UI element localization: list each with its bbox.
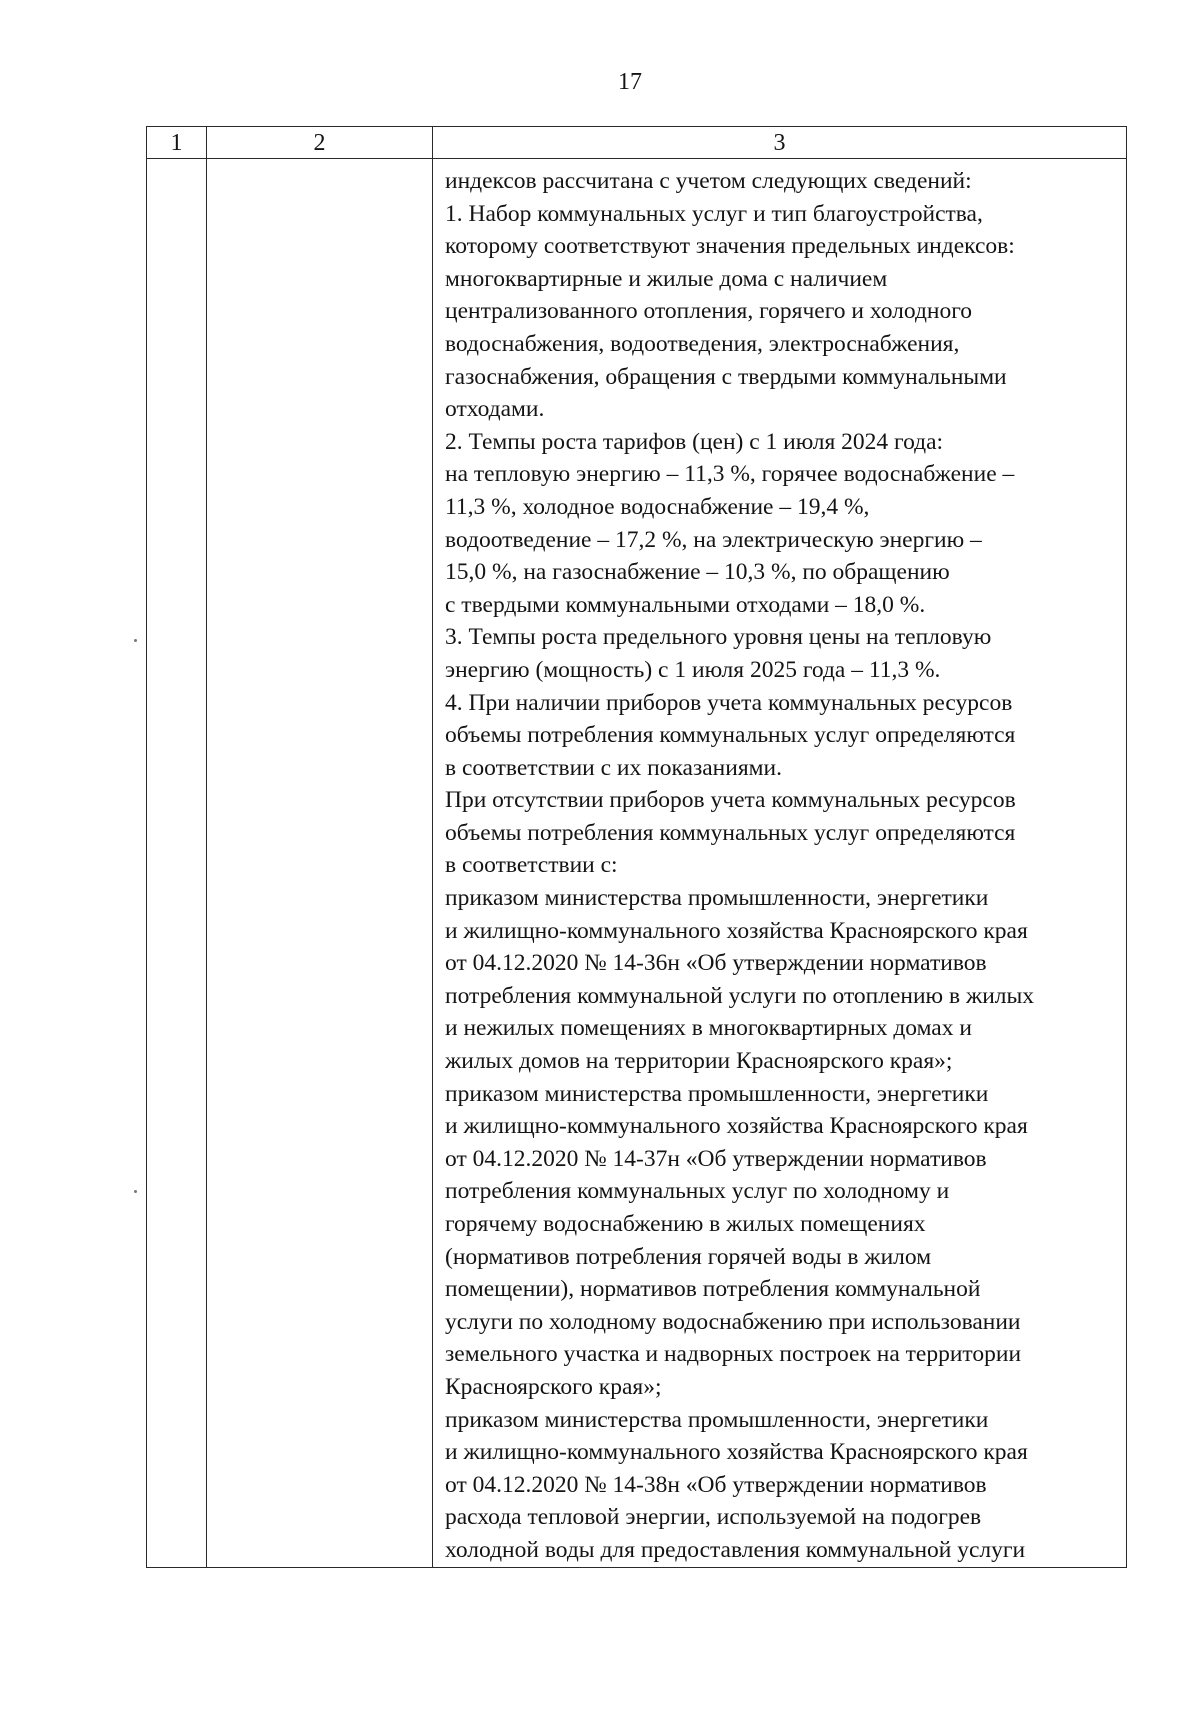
text-line: Красноярского края»; (445, 1373, 662, 1400)
text-line: в соответствии с их показаниями. (445, 754, 782, 781)
column-header-3: 3 (433, 127, 1127, 159)
text-line: жилых домов на территории Красноярского края»; (445, 1048, 953, 1075)
text-line: на тепловую энергию – 11,3 %, горячее водоснабжение – (445, 461, 1015, 488)
text-line: в соответствии с: (445, 852, 618, 879)
text-line: которому соответствуют значения предельных индексов: (445, 233, 1015, 260)
text-line: газоснабжения, обращения с твердыми коммунальными (445, 363, 1007, 390)
text-line: 11,3 %, холодное водоснабжение – 19,4 %, (445, 493, 870, 520)
text-line: и нежилых помещениях в многоквартирных домах и (445, 1015, 972, 1042)
text-line: с твердыми коммунальными отходами – 18,0 %. (445, 591, 926, 618)
text-line: объемы потребления коммунальных услуг определяются (445, 722, 1016, 749)
column-3-cell (433, 159, 1127, 1568)
text-line: от 04.12.2020 № 14-36н «Об утверждении нормативов (445, 950, 987, 977)
text-line: При отсутствии приборов учета коммунальных ресурсов (445, 787, 1016, 814)
text-line: и жилищно-коммунального хозяйства Красноярского края (445, 1113, 1028, 1140)
table-row (147, 159, 1127, 1568)
text-line: земельного участка и надворных построек на территории (445, 1341, 1022, 1368)
text-line: 15,0 %, на газоснабжение – 10,3 %, по обращению (445, 559, 950, 586)
text-line: потребления коммунальных услуг по холодному и (445, 1178, 950, 1205)
text-line: приказом министерства промышленности, энергетики (445, 1406, 989, 1433)
text-line: и жилищно-коммунального хозяйства Красноярского края (445, 1439, 1028, 1466)
text-line: отходами. (445, 396, 545, 423)
scan-mark (134, 639, 137, 642)
text-line: приказом министерства промышленности, энергетики (445, 1080, 989, 1107)
text-line: холодной воды для предоставления коммунальной услуги (445, 1536, 1026, 1563)
text-line: 3. Темпы роста предельного уровня цены на тепловую (445, 624, 992, 651)
column-1-cell (147, 159, 207, 1568)
column-header-2: 2 (207, 127, 433, 159)
page-number: 17 (618, 69, 642, 95)
text-line: и жилищно-коммунального хозяйства Красноярского края (445, 917, 1028, 944)
column-header-1: 1 (147, 127, 207, 159)
text-line: централизованного отопления, горячего и холодного (445, 298, 973, 325)
text-line: приказом министерства промышленности, энергетики (445, 885, 989, 912)
scan-mark (134, 1190, 137, 1193)
text-line: водоотведение – 17,2 %, на электрическую энергию – (445, 526, 982, 553)
text-line: объемы потребления коммунальных услуг определяются (445, 819, 1016, 846)
text-line: (нормативов потребления горячей воды в жилом (445, 1243, 932, 1270)
text-line: многоквартирные и жилые дома с наличием (445, 265, 888, 292)
text-line: энергию (мощность) с 1 июля 2025 года – 11,3 %. (445, 656, 941, 683)
document-table (146, 126, 1127, 1568)
text-line: горячему водоснабжению в жилых помещениях (445, 1211, 926, 1237)
text-line: 4. При наличии приборов учета коммунальных ресурсов (445, 689, 1013, 716)
text-line: услуги по холодному водоснабжению при использовании (445, 1308, 1021, 1335)
text-line: потребления коммунальной услуги по отоплению в жилых (445, 982, 1035, 1009)
column-2-cell (207, 159, 433, 1568)
table-header-row (147, 127, 1127, 159)
column-3-text (445, 165, 1122, 1567)
text-line: помещении), нормативов потребления коммунальной (445, 1276, 981, 1303)
text-line: индексов рассчитана с учетом следующих сведений: (445, 168, 972, 194)
text-line: от 04.12.2020 № 14-38н «Об утверждении нормативов (445, 1471, 987, 1498)
text-line: расхода тепловой энергии, используемой на подогрев (445, 1504, 982, 1531)
text-line: 1. Набор коммунальных услуг и тип благоустройства, (445, 200, 983, 227)
text-line: 2. Темпы роста тарифов (цен) с 1 июля 2024 года: (445, 428, 944, 455)
text-line: водоснабжения, водоотведения, электроснабжения, (445, 330, 960, 357)
text-line: от 04.12.2020 № 14-37н «Об утверждении нормативов (445, 1145, 987, 1172)
